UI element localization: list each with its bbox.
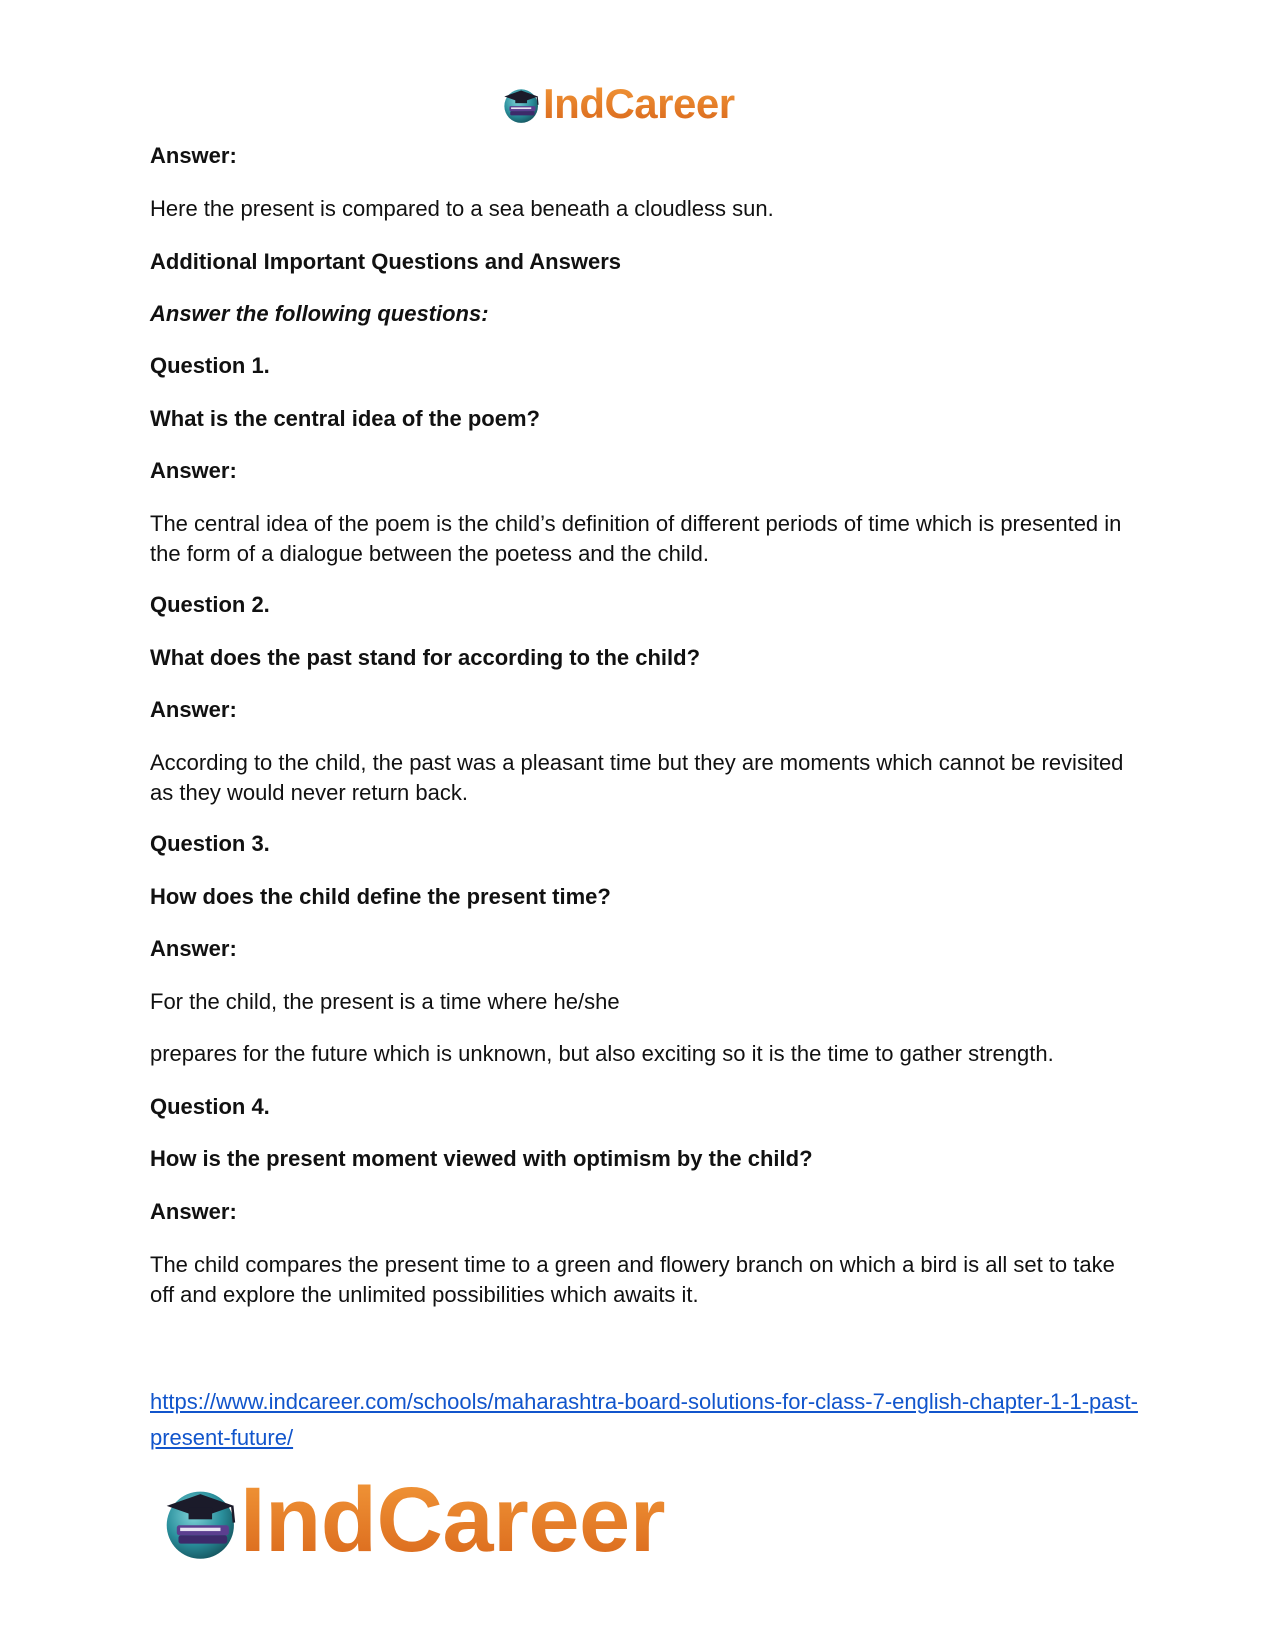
instruction: Answer the following questions: [150,301,489,326]
answer-label: Answer: [150,143,237,168]
question-text: How does the child define the present time? [150,884,611,909]
question-label: Question 2. [150,592,270,617]
graduation-globe-icon [501,83,543,125]
question-label: Question 3. [150,831,270,856]
question-text: What is the central idea of the poem? [150,406,540,431]
answer-label: Answer: [150,458,237,483]
answer-text: For the child, the present is a time where he/she [150,989,620,1014]
section-title: Additional Important Questions and Answers [150,249,622,274]
answer-text: The central idea of the poem is the child’s definition of different periods of time which is presented in the form of a dialogue between the poetess and the child. [150,511,1122,566]
answer-text: According to the child, the past was a pleasant time but they are moments which cannot be revisited as they would never return back. [150,750,1124,805]
answer-text: prepares for the future which is unknown, but also exciting so it is the time to gather strength. [150,1041,1054,1066]
logo-wordmark: IndCareer [240,1469,665,1571]
footer-logo [160,1468,665,1573]
header-logo [501,80,735,128]
question-text: How is the present moment viewed with optimism by the child? [150,1146,813,1171]
answer-text: Here the present is compared to a sea beneath a cloudless sun. [150,196,774,221]
source-link[interactable]: https://www.indcareer.com/schools/maharashtra-board-solutions-for-class-7-english-chapter-1-1-past-present-future/ [150,1389,1138,1450]
question-label: Question 1. [150,353,270,378]
question-text: What does the past stand for according to the child? [150,645,701,670]
question-label: Question 4. [150,1094,270,1119]
graduation-globe-icon [160,1479,244,1563]
answer-text: The child compares the present time to a green and flowery branch on which a bird is all set to take off and explore the unlimited possibilities which awaits it. [150,1252,1115,1307]
logo-wordmark: IndCareer [543,80,735,127]
answer-label: Answer: [150,697,237,722]
answer-label: Answer: [150,1199,237,1224]
answer-label: Answer: [150,936,237,961]
